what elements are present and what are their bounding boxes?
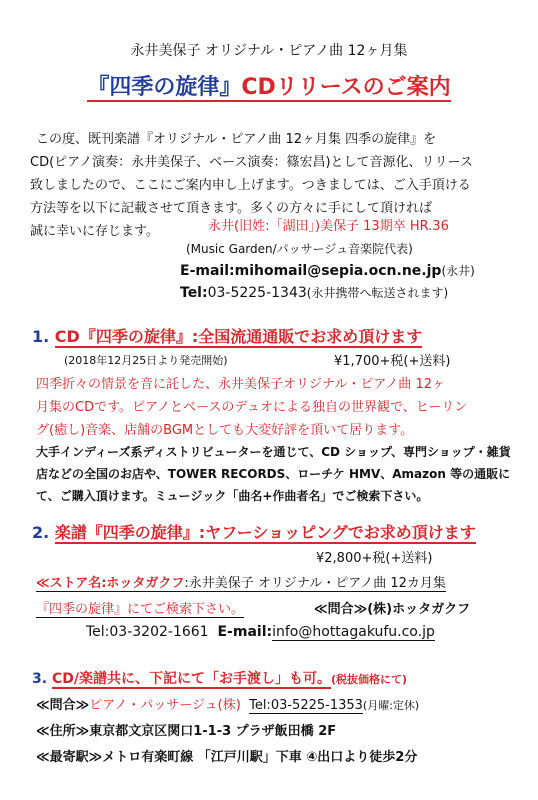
section1-dist-1: 大手インディーズ系ディストリビューターを通じて、CD ショップ、専門ショップ・雑貨 bbox=[36, 445, 511, 459]
handover-inquiry-label: ≪問合≫ bbox=[36, 698, 90, 713]
section1-body-3: グ(癒し)音楽、店舗のBGMとしても大変好評を頂いて居ります。 bbox=[36, 423, 414, 438]
handover-shop-name: ピアノ・パッサージュ(株) bbox=[89, 698, 241, 713]
handover-hours: (月曜:定休) bbox=[362, 699, 420, 712]
store-details: :永井美保子 オリジナル・ピアノ曲 12カ月集 bbox=[184, 576, 446, 591]
section1-number: 1. bbox=[32, 327, 50, 346]
store-inquiry: ≪問合≫(株)ホッタガクフ bbox=[314, 602, 471, 617]
section1-heading bbox=[32, 324, 422, 347]
intro-line-3: 致しましたので、ここにご案内申し上げます。つきましては、ご入手頂ける bbox=[30, 178, 471, 193]
intro-line-5: 誠に幸いに存じます。 bbox=[30, 224, 159, 239]
store-email-link[interactable]: info@hottagakufu.co.jp bbox=[272, 624, 435, 640]
document-subtitle: 永井美保子 オリジナル・ピアノ曲 12ヶ月集 bbox=[130, 43, 408, 59]
affiliation-line: (Music Garden/パッサージュ音楽院代表) bbox=[186, 242, 413, 256]
section1-dist-3: て、ご購入頂けます。ミュージック「曲名+作曲者名」でご検索下さい。 bbox=[36, 489, 429, 503]
page-title bbox=[0, 70, 538, 101]
section1-body-1: 四季折々の情景を音に託した、永井美保子オリジナル・ピアノ曲 12ヶ bbox=[36, 377, 445, 392]
section2-title: 楽譜『四季の旋律』:ヤフーショッピングでお求め頂けます bbox=[54, 523, 476, 542]
handover-station: ≪最寄駅≫メトロ有楽町線 「江戸川駅」下車 ④出口より徒歩2分 bbox=[36, 750, 418, 765]
email-note: (永井) bbox=[441, 264, 475, 278]
section1-body-2: 月集のCDです。ピアノとベースのデュオによる独自の世界観で、ヒーリン bbox=[36, 400, 468, 415]
handover-address: ≪住所≫東京都文京区関口1-1-3 プラザ飯田橋 2F bbox=[36, 724, 337, 739]
release-date: (2018年12月25日より発売開始) bbox=[64, 354, 228, 367]
intro-line-4: 方法等を以下に記載させて頂きます。多くの方々に手にして頂ければ bbox=[30, 201, 432, 216]
handover-tel: Tel:03-5225-1353 bbox=[249, 698, 363, 713]
section3-note: (税抜価格にて) bbox=[330, 673, 408, 686]
search-line bbox=[36, 598, 244, 617]
author-email-line bbox=[180, 262, 475, 279]
store-contact-line bbox=[86, 624, 435, 640]
section1-title: CD『四季の旋律』:全国流通通販でお求め頂けます bbox=[54, 327, 423, 346]
section2-heading bbox=[32, 520, 476, 543]
author-email-link[interactable]: mihomail@sepia.ocn.ne.jp bbox=[234, 263, 442, 279]
author-line: 永井(旧姓:「湖田」)美保子 13期卒 HR.36 bbox=[208, 219, 449, 234]
score-price: ¥2,800+税(+送料) bbox=[316, 551, 433, 566]
store-email-label: E-mail: bbox=[217, 624, 273, 640]
section3-heading bbox=[32, 668, 407, 688]
store-line bbox=[36, 572, 446, 591]
store-tel: Tel:03-3202-1661 bbox=[86, 624, 209, 640]
handover-inquiry-line bbox=[36, 694, 419, 713]
intro-line-2: CD(ピアノ演奏：永井美保子、ベース演奏：篠宏昌)として音源化、リリース bbox=[30, 155, 473, 170]
intro-line-1: この度、既刊楽譜『オリジナル・ピアノ曲 12ヶ月集 四季の旋律』を bbox=[36, 132, 437, 147]
store-name: ≪ストア名:ホッタガクフ bbox=[36, 576, 185, 591]
author-tel-line bbox=[180, 284, 448, 301]
tel-label: Tel: bbox=[180, 285, 208, 301]
section1-dist-2: 店などの全国のお店や、TOWER RECORDS、ローチケ HMV、Amazon 等の通販に bbox=[36, 467, 511, 481]
section3-number: 3. bbox=[32, 671, 48, 687]
cd-price: ¥1,700+税(+送料) bbox=[334, 354, 451, 369]
search-instruction: 『四季の旋律』にてご検索下さい。 bbox=[36, 602, 245, 617]
section2-number: 2. bbox=[32, 523, 50, 542]
title-rest: CDリリースのご案内 bbox=[241, 75, 451, 100]
author-tel: 03-5225-1343 bbox=[207, 285, 307, 301]
tel-note: (永井携帯へ転送されます) bbox=[306, 286, 449, 300]
section3-title: CD/楽譜共に、下記にて「お手渡し」も可。 bbox=[51, 671, 331, 687]
email-label: E-mail: bbox=[180, 263, 235, 279]
title-album-name: 『四季の旋律』 bbox=[87, 75, 242, 100]
